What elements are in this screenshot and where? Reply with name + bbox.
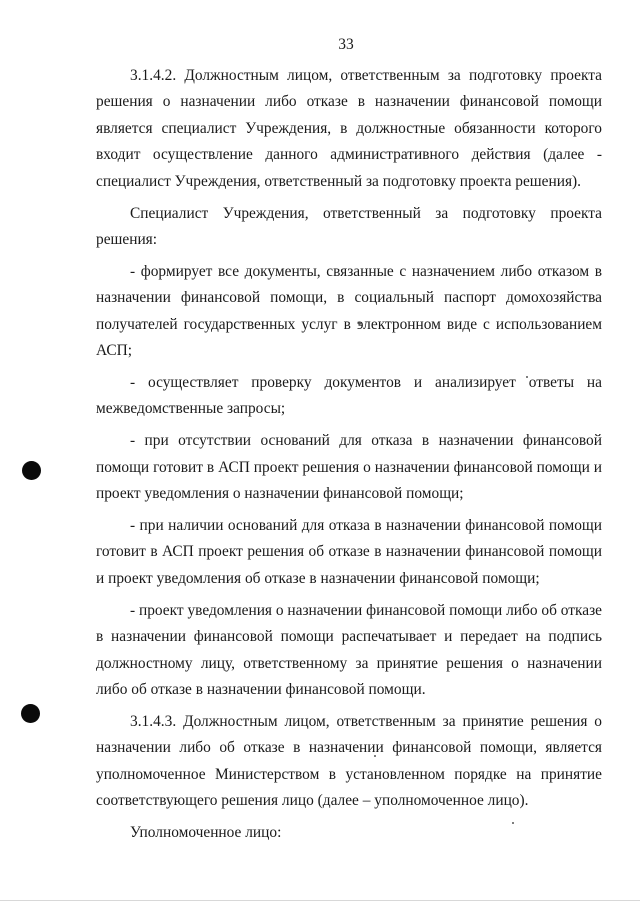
scan-edge-line [0, 900, 640, 901]
paragraph: Специалист Учреждения, ответственный за подготовку проекта решения: [96, 204, 602, 248]
binder-hole-top [22, 461, 41, 480]
paragraph: 3.1.4.2. Должностным лицом, ответственным за подготовку проекта решения о назначении либо отказе в назначении финансовой помощи является специалист Учреждения, в должностные обязанности которого входит осуществление данного административного действия (далее - специалист Учреждения, ответственный за подготовку проекта решения). [96, 67, 602, 190]
paragraph: - осуществляет проверку документов и анализирует ответы на межведомственные запросы; [96, 373, 602, 418]
paragraph: 3.1.4.3. Должностным лицом, ответственным за принятие решения о назначении либо об отказе в назначении финансовой помощи, является уполномоченное Министерством в установленном порядке на принятие соответствующего решения лицо (далее – уполномоченное лицо). [96, 712, 602, 810]
page-number: 33 [338, 36, 354, 53]
paragraph: - при наличии оснований для отказа в назначении финансовой помощи готовит в АСП проект решения об отказе в назначении финансовой помощи и проект уведомления об отказе в назначении финансовой помощи; [96, 517, 602, 587]
binder-hole-bottom [21, 704, 40, 723]
paragraph: - при отсутствии оснований для отказа в назначении финансовой помощи готовит в АСП проект решения о назначении финансовой помощи и проект уведомления о назначении финансовой помощи; [96, 432, 602, 503]
body-text [96, 63, 602, 852]
paragraph: Уполномоченное лицо: [130, 823, 282, 841]
paragraph: - проект уведомления о назначении финансовой помощи либо об отказе в назначении финансовой помощи распечатывает и передает на подпись должностному лицу, ответственному за принятие решения о назначении либо об отказе в назначении финансовой помощи. [96, 601, 602, 698]
paragraph: - формирует все документы, связанные с назначением либо отказом в назначении финансовой помощи, в социальный паспорт домохозяйства получателей государственных услуг в электронном виде с использованием АСП; [96, 262, 602, 360]
